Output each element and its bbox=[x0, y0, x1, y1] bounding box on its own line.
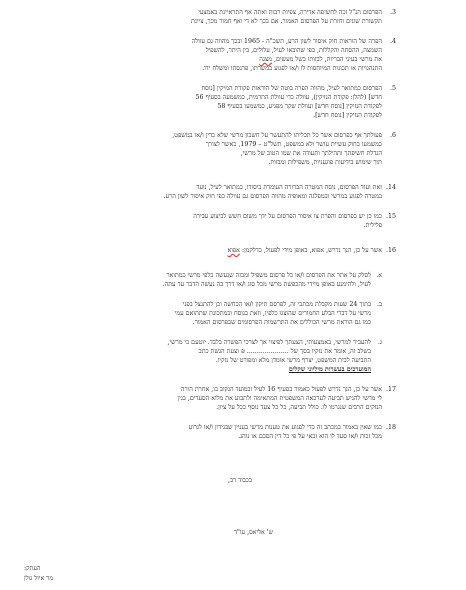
signature-line: ש' אליאס, עו"ד bbox=[234, 529, 274, 536]
section-text bbox=[52, 131, 382, 167]
text-line: הגדלת חשיפתך ותהילתך ותעודה את שמו הטוב של מרשי, bbox=[240, 150, 382, 157]
text-line: לסלק על אתר את הפרסום ו/או כל פרסום משפיל ומבזה שנעשה כלפי מרשי כמתואר bbox=[166, 272, 371, 279]
text-line: פעולתך אף כפרסום אשר כל תכליתו להתעשר על חשבון מרשי שלא כדין ו/או במשפט, bbox=[172, 132, 382, 139]
subsection-text bbox=[52, 338, 371, 374]
text-line: תוך שימוש בידיעות פוגעניות, משפילות ומבזות. bbox=[268, 159, 382, 166]
text-line bbox=[52, 365, 371, 374]
text-line: התביעה לבית המשפט, יצרף מרשי אומדן מלא ומפורט של נזקיו. bbox=[215, 357, 371, 364]
text-line: פלילית. bbox=[363, 222, 382, 229]
subsection-letter: ב. bbox=[376, 301, 382, 308]
section-number: 5. bbox=[389, 85, 396, 92]
text-line: מרשי על דברי הבלע החמורים שהוצגו כלפיו, וזאת בנוסח ובמתכונת שתתואם עמי bbox=[174, 310, 371, 317]
text-line: את מרשי בעיני הבריות, לבזותו בשל מעשים, מצגה bbox=[259, 56, 382, 63]
subsection-text bbox=[52, 271, 371, 289]
text-line: הפרסום הנ"ל זכה לחשיפה אדירה, צפיות רבות ואתה אף התראיינת באמצעי bbox=[198, 9, 382, 16]
spellcheck-word: אפוא bbox=[227, 247, 240, 254]
text-line: אשר על כן, הנך נדרש לפעול כאמור בסעיף 16 לעיל ובמועד הנקוב בו, אחרת הורה bbox=[180, 386, 382, 393]
text-line: לי מרשי להגיש תביעה לערכאה המשפטית המתאימה ולתבוע את מלוא הסעדים, בגין bbox=[177, 395, 382, 402]
bold-phrase: המוערכים בעשרות מיליוני שקלים bbox=[288, 366, 371, 373]
section-number: 16. bbox=[385, 247, 396, 254]
section-text bbox=[52, 8, 382, 26]
text-line: כמו גם הוראת מרשי הכוללים את התרשמות הפרסומים שבפרסום האמור. bbox=[192, 319, 371, 326]
text-line: כמו שאין באמור במכתב זה כדי לפגוע את טענות מרשי בעניין שבנידון ו/או לגרוע bbox=[188, 424, 382, 431]
subsection-letter: א. bbox=[376, 272, 382, 279]
section-text bbox=[52, 37, 382, 73]
text-line: התנהגויות או תכונות המיוחסות לו ו/או לפגוע במשרתו, פרנסתו ומשלח ידו. bbox=[202, 65, 382, 72]
section-text bbox=[52, 246, 382, 255]
text-line: הפרה של הוראות חוק איסור לשון הרע, תשכ"ה - 1965 ובכך מהווה גם עוולה bbox=[191, 38, 382, 45]
section-6 bbox=[52, 131, 396, 167]
text-line: חדש] (להלן: פקודת הנזיקין), עוולה כדי עוולת התרמית, כמשמעה בסעיף 56 bbox=[195, 94, 382, 101]
section-number: 4. bbox=[389, 38, 396, 45]
copy-recipient: מר איול גולן bbox=[24, 575, 54, 582]
section-18 bbox=[52, 423, 396, 441]
section-15 bbox=[52, 212, 396, 230]
text-line: כמשמעו בחוק עשיית עושר ולא במשפט, תשל"ט – 1979, כאשר לצורך bbox=[205, 141, 382, 148]
text-line: במטרה לפגוע במרשי ובמפלגה ומאופיה מהווה הפרסום גם עוולה כפי חוק איסור לשון הרע. bbox=[163, 193, 382, 200]
section-number: 18. bbox=[385, 424, 396, 431]
spellcheck-word: מצגה bbox=[259, 56, 273, 63]
section-4 bbox=[52, 37, 396, 73]
closing-regards: בכבוד רב, bbox=[228, 477, 252, 484]
copy-label: העתק: bbox=[24, 565, 41, 572]
text-line: לעיל, ולהימנע באופן מיידי מהכפשת מרשי מכל סוג ו/או דרך בה נעשה הדבר עד עתה. bbox=[162, 281, 371, 288]
text-line: לפקודת הנזיקין [נוסח חדש] ועוולת שקר מפגיע, כמשמעו בסעיף 58 bbox=[217, 103, 382, 110]
text-line: השמצה, ההסתה והקללות, כפי שהובאו לעיל, עלולים, בין היתר, להשפיל bbox=[205, 47, 382, 54]
section-text bbox=[52, 385, 382, 412]
text-line: להעביר למרשי, באמצעותי, הצעתך לפיצוי אך לצרכי הפשרה בלבד. יוטעם כי מרשי, bbox=[167, 339, 371, 346]
text-line: מכל זכות ו/או סעד לו הוא זכאי על פי כל דין הסכם או נוהג. bbox=[238, 433, 382, 440]
section-text bbox=[52, 212, 382, 230]
text-line: תקשורת שונים וחזרת על הפרסום האמור. אם בכך לא די ואף חמור מכך, ציינת bbox=[191, 18, 382, 25]
section-number: 15. bbox=[385, 213, 396, 220]
text-line: הנזקים הרבים שנגרמו לו. כולל תביעה, כל כל צעד נוסף ככל על ציון. bbox=[216, 404, 382, 411]
section-14 bbox=[52, 183, 396, 201]
section-text bbox=[52, 84, 382, 120]
section-number: 6. bbox=[389, 132, 396, 139]
section-16 bbox=[52, 246, 396, 255]
section-number: 14. bbox=[385, 184, 396, 191]
subsection-text bbox=[52, 300, 371, 327]
section-text bbox=[52, 423, 382, 441]
subsection-letter: ג. bbox=[377, 339, 382, 346]
section-text bbox=[52, 183, 382, 201]
section-5 bbox=[52, 84, 396, 120]
text-line: הפרסום כמתואר לעיל, מהווה הפרה בוטה של הוראות פקודת הנזיקין [נוסח bbox=[201, 85, 382, 92]
text-line: כמו כן יש בפרסום והפרת צו איסור הפרסום על ידך משום חשש לביצוע עבירה bbox=[193, 213, 382, 220]
section-number: 3. bbox=[389, 9, 396, 16]
subsection-a bbox=[52, 271, 382, 289]
subsection-b bbox=[52, 300, 382, 327]
section-number: 17. bbox=[385, 386, 396, 393]
text-line: זאת ועוד הפרסום, נוסח המטרה הברורה העומדת ביסודו, כמתואר לעיל, נועד bbox=[196, 184, 382, 191]
subsection-c bbox=[52, 338, 382, 374]
section-17 bbox=[52, 385, 396, 412]
section-3 bbox=[52, 8, 396, 26]
text-line: בשלב זה, אומד את נזקיו בסך של ..................... ₪ וצעת הגשת כתב bbox=[198, 348, 371, 355]
text-line: בתוך 24 שעות מקבלת מכתבי זה, לפרסם תיקון ו/או הכחשה וכן להתנצל בפני bbox=[182, 301, 371, 308]
text-line: אשר על כן, הנך נדרש, אפוא, באופן מידי לפעול, כדלקמן: אפוא bbox=[227, 247, 382, 254]
text-line: לפקודת הנזיקין [נוסח חדש]. bbox=[313, 112, 382, 119]
